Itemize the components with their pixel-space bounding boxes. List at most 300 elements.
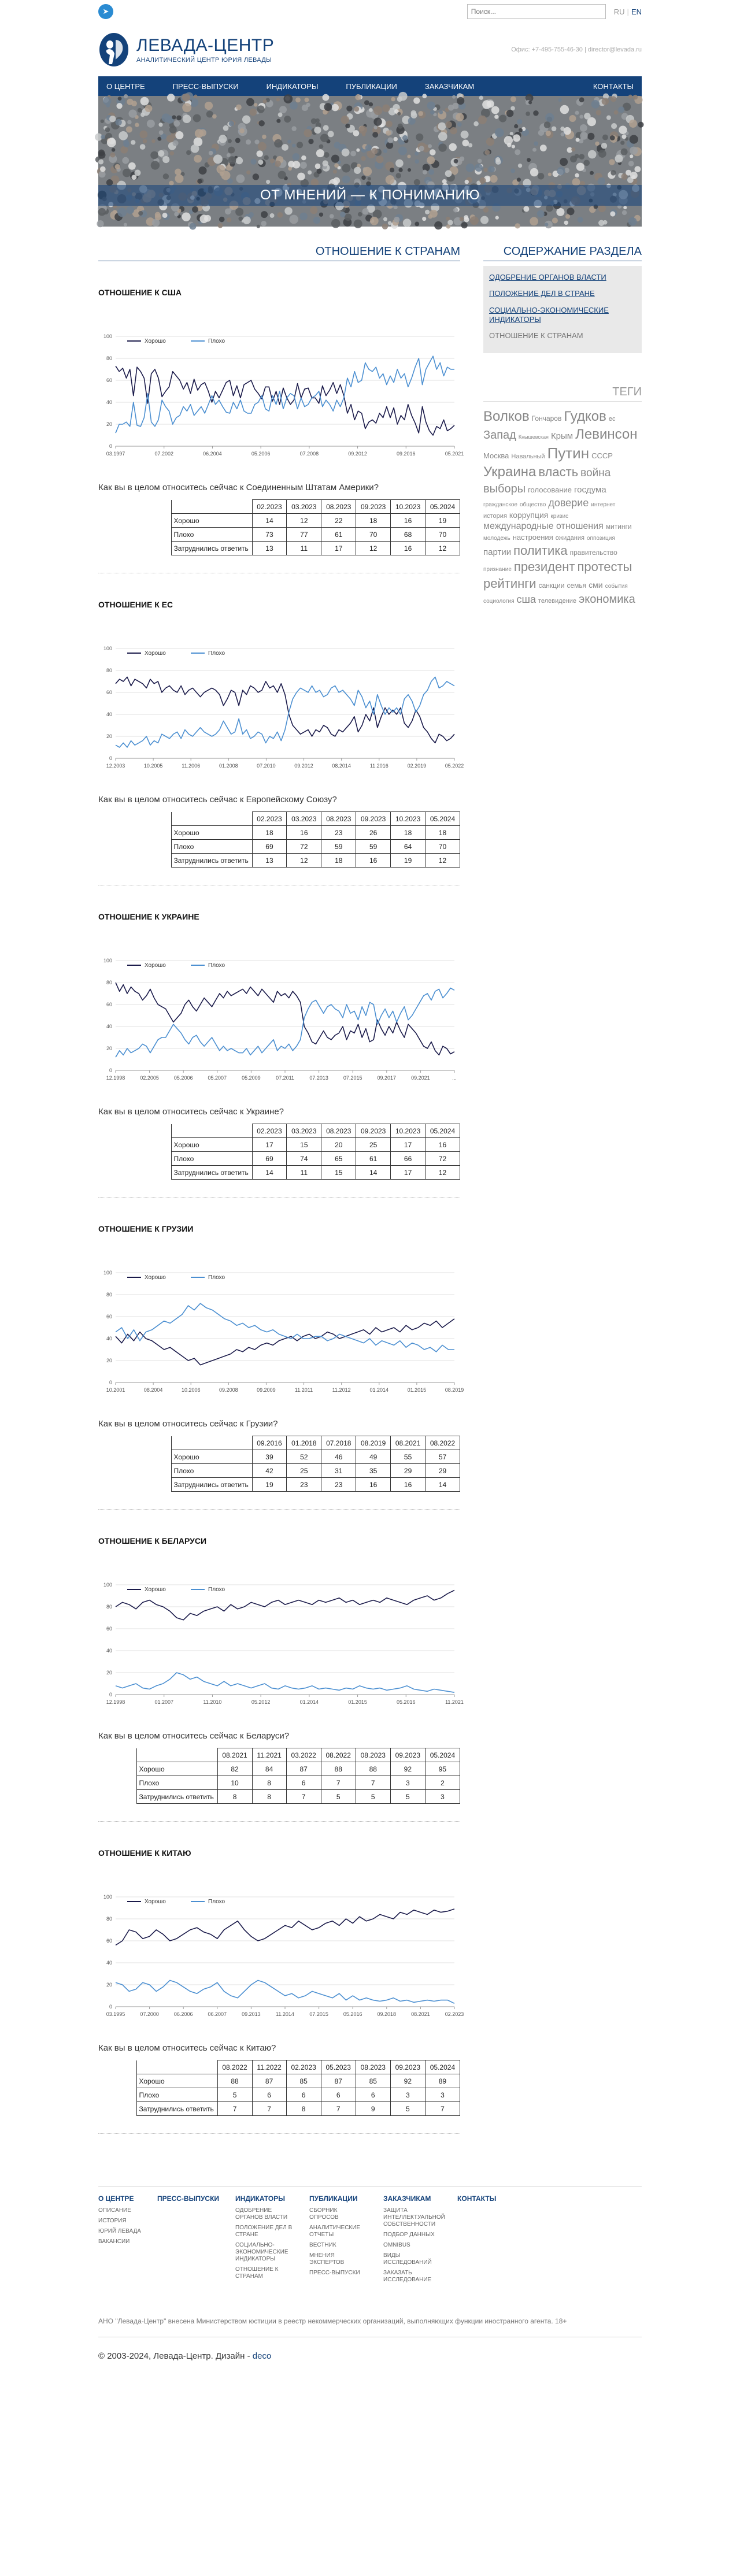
- tag-link[interactable]: оппозиция: [586, 535, 615, 542]
- x-tick-label: 05.2016: [343, 2011, 362, 2017]
- sidebar: [483, 245, 642, 2134]
- table-header: 05.2024: [426, 812, 460, 826]
- tag-link[interactable]: власть: [538, 465, 579, 480]
- table-row: [98, 1166, 460, 1180]
- y-tick-label: 100: [103, 1894, 112, 1900]
- table-cell: 16: [391, 1478, 426, 1492]
- x-tick-label: 06.2007: [208, 2011, 227, 2017]
- footer-link[interactable]: ЗАКАЗАТЬ ИССЛЕДОВАНИЕ: [383, 2270, 432, 2283]
- nav-about[interactable]: О ЦЕНТРЕ: [106, 81, 145, 91]
- x-tick-label: 05.2009: [242, 1075, 261, 1081]
- tag-link[interactable]: война: [580, 467, 611, 480]
- table-cell: 17: [391, 1166, 426, 1180]
- table-cell: 15: [321, 1166, 356, 1180]
- y-tick-label: 60: [106, 1626, 112, 1632]
- y-tick-label: 20: [106, 1358, 112, 1363]
- table-header: 09.2023: [356, 812, 391, 826]
- tag-link[interactable]: протесты: [577, 559, 632, 574]
- poll-table: [98, 1124, 460, 1180]
- table-cell: 6: [356, 2088, 390, 2102]
- tag-link[interactable]: доверие: [548, 496, 589, 509]
- designer-link[interactable]: deco: [252, 2351, 272, 2361]
- table-cell: 18: [252, 826, 287, 840]
- y-tick-label: 0: [109, 443, 112, 449]
- x-tick-label: 03.1995: [106, 2011, 125, 2017]
- x-tick-label: 01.2015: [407, 1387, 427, 1393]
- tag-link[interactable]: Москва: [483, 451, 509, 460]
- chart-title: ОТНОШЕНИЕ К ЕС: [98, 600, 173, 609]
- footer-heading[interactable]: КОНТАКТЫ: [457, 2195, 497, 2203]
- poll-table: [98, 499, 460, 555]
- tag-link[interactable]: ожидания: [555, 534, 584, 542]
- table-cell: 9: [356, 2102, 390, 2116]
- x-tick-label: 02.2005: [140, 1075, 159, 1081]
- series-line-bad: [116, 1980, 454, 2003]
- table-cell: 8: [217, 1790, 252, 1804]
- x-tick-label: 09.2016: [397, 451, 416, 457]
- table-cell: 70: [426, 528, 460, 542]
- tags-title: ТЕГИ: [483, 386, 642, 402]
- table-cell: 89: [425, 2074, 460, 2088]
- x-tick-label: 05.2016: [397, 1699, 416, 1705]
- lang-ru[interactable]: RU: [613, 7, 625, 16]
- tag-link[interactable]: правительство: [569, 548, 617, 557]
- table-cell: 14: [252, 514, 287, 528]
- y-tick-label: 80: [106, 980, 112, 985]
- table-header: 08.2022: [217, 2060, 252, 2074]
- table-cell: 19: [391, 854, 426, 868]
- chart-title: ОТНОШЕНИЕ К КИТАЮ: [98, 1848, 191, 1858]
- footer-link[interactable]: ИСТОРИЯ: [98, 2218, 127, 2224]
- y-tick-label: 40: [106, 711, 112, 717]
- table-cell: 5: [356, 1790, 390, 1804]
- x-tick-label: 08.2014: [332, 763, 351, 769]
- y-tick-label: 40: [106, 1960, 112, 1966]
- tag-link[interactable]: телевидение: [538, 598, 577, 605]
- tag-link[interactable]: партии: [483, 547, 512, 557]
- chart-block: [98, 288, 464, 573]
- y-tick-label: 20: [106, 1046, 112, 1051]
- footer: [98, 2186, 642, 2378]
- table-header: 08.2023: [321, 500, 356, 514]
- table-cell: 77: [287, 528, 321, 542]
- legend-bad-label: Плохо: [208, 1587, 225, 1593]
- tag-link[interactable]: Гончаров: [531, 414, 562, 423]
- table-cell: 3: [425, 1790, 460, 1804]
- footer-heading[interactable]: О ЦЕНТРЕ: [98, 2195, 134, 2203]
- table-row: [98, 1138, 460, 1152]
- footer-link[interactable]: ЮРИЙ ЛЕВАДА: [98, 2228, 141, 2234]
- poll-table: [98, 1436, 460, 1492]
- footer-column: [383, 2195, 445, 2287]
- table-cell: 49: [356, 1450, 391, 1464]
- footer-link[interactable]: ОПИСАНИЕ: [98, 2207, 131, 2214]
- search-input[interactable]: [467, 4, 606, 19]
- y-tick-label: 60: [106, 1314, 112, 1319]
- table-cell: 20: [321, 1138, 356, 1152]
- table-header: 02.2023: [252, 1124, 287, 1138]
- tag-link[interactable]: гражданское: [483, 501, 517, 508]
- table-header: 08.2022: [321, 1748, 356, 1762]
- footer-column: [157, 2195, 219, 2287]
- tag-link[interactable]: Запад: [483, 429, 516, 442]
- y-tick-label: 40: [106, 1024, 112, 1029]
- table-header: 02.2023: [252, 812, 287, 826]
- tag-link[interactable]: молодежь: [483, 535, 510, 542]
- table-cell: 17: [252, 1138, 287, 1152]
- table-row: [98, 514, 460, 528]
- y-tick-label: 20: [106, 1670, 112, 1676]
- series-line-bad: [116, 356, 454, 433]
- table-cell: 87: [321, 2074, 356, 2088]
- table-header: 09.2023: [390, 2060, 425, 2074]
- sidebar-item-approval[interactable]: ОДОБРЕНИЕ ОРГАНОВ ВЛАСТИ: [489, 273, 606, 281]
- y-tick-label: 20: [106, 733, 112, 739]
- table-cell: 5: [390, 2102, 425, 2116]
- tag-link[interactable]: семья: [567, 581, 587, 590]
- series-line-good: [116, 677, 454, 743]
- tag-link[interactable]: Украина: [483, 464, 536, 480]
- tag-link[interactable]: события: [605, 583, 628, 590]
- table-cell: 6: [286, 2088, 321, 2102]
- table-cell: 25: [287, 1464, 321, 1478]
- y-tick-label: 60: [106, 1938, 112, 1944]
- table-cell: 12: [356, 542, 391, 555]
- tag-link[interactable]: митинги: [605, 522, 632, 531]
- tag-link[interactable]: президент: [513, 559, 575, 574]
- x-tick-label: 07.2015: [343, 1075, 362, 1081]
- nav-clients[interactable]: ЗАКАЗЧИКАМ: [424, 81, 475, 91]
- table-cell: 17: [321, 542, 356, 555]
- table-cell: 6: [252, 2088, 286, 2102]
- table-cell: 72: [426, 1152, 460, 1166]
- y-tick-label: 60: [106, 690, 112, 695]
- tag-link[interactable]: Крым: [550, 431, 574, 442]
- row-label: Хорошо: [171, 1450, 252, 1464]
- row-label: Хорошо: [136, 1762, 217, 1776]
- x-tick-label: 06.2006: [173, 2011, 193, 2017]
- y-tick-label: 0: [109, 2004, 112, 2010]
- tag-link[interactable]: Путин: [547, 444, 590, 462]
- y-tick-label: 60: [106, 377, 112, 383]
- table-header: 10.2023: [391, 812, 426, 826]
- table-row: [98, 840, 460, 854]
- series-line-good: [116, 1591, 454, 1620]
- row-label: Хорошо: [171, 1138, 252, 1152]
- table-cell: 92: [390, 2074, 425, 2088]
- table-cell: 12: [287, 854, 321, 868]
- telegram-icon[interactable]: ➤: [98, 4, 113, 19]
- table-cell: 65: [321, 1152, 356, 1166]
- row-label: Плохо: [136, 2088, 217, 2102]
- table-cell: 29: [426, 1464, 460, 1478]
- table-row: [98, 826, 460, 840]
- tag-link[interactable]: общество: [520, 501, 546, 508]
- footer-link[interactable]: ВАКАНСИИ: [98, 2238, 130, 2245]
- lang-en[interactable]: EN: [631, 7, 642, 16]
- nav-press[interactable]: ПРЕСС-ВЫПУСКИ: [172, 81, 239, 91]
- footer-link[interactable]: СБОРНИК ОПРОСОВ: [309, 2207, 339, 2221]
- tag-link[interactable]: настроения: [512, 532, 553, 542]
- table-cell: 52: [287, 1450, 321, 1464]
- row-label: Плохо: [171, 1464, 252, 1478]
- table-cell: 31: [321, 1464, 356, 1478]
- table-header: 08.2021: [217, 1748, 252, 1762]
- top-bar: [98, 0, 642, 23]
- tag-link[interactable]: Левинсон: [575, 427, 638, 443]
- tag-link[interactable]: санкции: [538, 581, 565, 590]
- table-header: 02.2023: [252, 500, 287, 514]
- footer-link[interactable]: ВЕСТНИК: [309, 2242, 336, 2248]
- table-cell: 12: [426, 854, 460, 868]
- row-label: Затруднились ответить: [136, 2102, 217, 2116]
- crowd-image: [98, 96, 642, 227]
- footer-link[interactable]: ПОДБОР ДАННЫХ: [383, 2232, 435, 2238]
- footer-link[interactable]: ПРЕСС-ВЫПУСКИ: [309, 2270, 360, 2276]
- table-header: 09.2016: [252, 1436, 287, 1450]
- tag-link[interactable]: сми: [589, 580, 603, 590]
- x-tick-label: 05.2006: [251, 451, 271, 457]
- table-cell: 95: [425, 1762, 460, 1776]
- table-cell: 6: [321, 2088, 356, 2102]
- x-tick-label: 09.2013: [242, 2011, 261, 2017]
- x-tick-label: 07.2000: [140, 2011, 159, 2017]
- sidebar-item-situation[interactable]: ПОЛОЖЕНИЕ ДЕЛ В СТРАНЕ: [489, 289, 595, 298]
- table-header: 02.2023: [286, 2060, 321, 2074]
- tag-link[interactable]: международные отношения: [483, 521, 604, 531]
- x-tick-label: 07.2010: [257, 763, 276, 769]
- table-cell: 7: [321, 2102, 356, 2116]
- tag-link[interactable]: признание: [483, 566, 512, 573]
- y-tick-label: 80: [106, 1604, 112, 1610]
- table-header: 05.2023: [321, 2060, 356, 2074]
- table-cell: 16: [391, 514, 426, 528]
- y-tick-label: 0: [109, 1068, 112, 1073]
- sidebar-item-countries[interactable]: ОТНОШЕНИЕ К СТРАНАМ: [489, 331, 583, 340]
- line-chart: [98, 1576, 464, 1710]
- table-cell: 12: [426, 542, 460, 555]
- nav-publications[interactable]: ПУБЛИКАЦИИ: [346, 81, 397, 91]
- chart-block: [98, 912, 460, 1198]
- x-tick-label: 12.1998: [106, 1699, 125, 1705]
- footer-heading[interactable]: ПРЕСС-ВЫПУСКИ: [157, 2195, 220, 2203]
- tag-link[interactable]: госдума: [574, 484, 606, 495]
- table-row: [98, 2088, 460, 2102]
- series-line-bad: [116, 988, 454, 1058]
- table-cell: 14: [252, 1166, 287, 1180]
- table-header: 08.2023: [321, 1124, 356, 1138]
- table-cell: 46: [321, 1450, 356, 1464]
- table-cell: 69: [252, 840, 287, 854]
- poll-question: Как вы в целом относитесь сейчас к Европейскому Союзу?: [98, 795, 337, 805]
- divider: [98, 1509, 460, 1510]
- table-cell: 59: [321, 840, 356, 854]
- x-tick-label: 05.2021: [445, 451, 464, 457]
- footer-link[interactable]: ПОЛОЖЕНИЕ ДЕЛ В СТРАНЕ: [235, 2225, 293, 2238]
- footer-link[interactable]: МНЕНИЯ ЭКСПЕРТОВ: [309, 2252, 345, 2266]
- chart-block: [98, 1224, 464, 1510]
- tag-link[interactable]: коррупция: [509, 510, 549, 520]
- x-tick-label: 11.2012: [332, 1387, 351, 1393]
- tag-link[interactable]: Кнышевская: [518, 434, 549, 440]
- table-cell: 82: [217, 1762, 252, 1776]
- table-cell: 7: [252, 2102, 286, 2116]
- x-tick-label: 11.2006: [182, 763, 201, 769]
- table-cell: 92: [390, 1762, 425, 1776]
- y-tick-label: 80: [106, 355, 112, 361]
- table-header: 09.2023: [356, 1124, 391, 1138]
- footer-heading[interactable]: ИНДИКАТОРЫ: [235, 2195, 286, 2203]
- sidebar-menu: [483, 266, 642, 353]
- table-header: 07.2018: [321, 1436, 356, 1450]
- x-tick-label: 07.2011: [276, 1075, 294, 1081]
- table-header: 11.2021: [252, 1748, 286, 1762]
- x-tick-label: 09.2018: [377, 2011, 397, 2017]
- poll-table: [98, 811, 460, 868]
- table-header: 09.2023: [390, 1748, 425, 1762]
- table-header: 09.2023: [356, 500, 391, 514]
- x-tick-label: 01.2007: [154, 1699, 173, 1705]
- x-tick-label: 07.2008: [299, 451, 319, 457]
- table-cell: 68: [391, 528, 426, 542]
- table-header: 03.2023: [287, 500, 321, 514]
- x-tick-label: 07.2013: [309, 1075, 328, 1081]
- table-row: [98, 1478, 460, 1492]
- banner: [98, 96, 642, 227]
- table-header: 08.2023: [356, 2060, 390, 2074]
- y-tick-label: 60: [106, 1002, 112, 1007]
- nav-indicators[interactable]: ИНДИКАТОРЫ: [266, 81, 319, 91]
- table-cell: 70: [356, 528, 391, 542]
- table-header: 08.2019: [356, 1436, 391, 1450]
- series-line-good: [116, 1319, 454, 1365]
- tag-link[interactable]: интернет: [591, 501, 616, 508]
- tag-link[interactable]: сша: [516, 594, 536, 606]
- tag-link[interactable]: социология: [483, 598, 515, 605]
- table-cell: 2: [425, 1776, 460, 1790]
- footer-heading[interactable]: ЗАКАЗЧИКАМ: [383, 2195, 431, 2203]
- footer-link[interactable]: АНАЛИТИЧЕСКИЕ ОТЧЕТЫ: [309, 2225, 361, 2238]
- tag-link[interactable]: выборы: [483, 482, 526, 495]
- table-cell: 3: [425, 2088, 460, 2102]
- tag-link[interactable]: ес: [608, 416, 616, 423]
- y-tick-label: 0: [109, 1692, 112, 1697]
- legend-good-label: Хорошо: [145, 338, 166, 344]
- chart-title: ОТНОШЕНИЕ К БЕЛАРУСИ: [98, 1536, 207, 1545]
- table-cell: 5: [217, 2088, 252, 2102]
- line-chart: [98, 1888, 464, 2022]
- table-cell: 7: [217, 2102, 252, 2116]
- poll-question: Как вы в целом относитесь сейчас к Беларуси?: [98, 1731, 290, 1741]
- table-cell: 72: [287, 840, 321, 854]
- table-cell: 11: [287, 1166, 321, 1180]
- tag-link[interactable]: политика: [513, 543, 568, 558]
- table-row: [98, 1450, 460, 1464]
- chart-title: ОТНОШЕНИЕ К УКРАИНЕ: [98, 912, 199, 921]
- table-row: [98, 542, 460, 555]
- tag-link[interactable]: СССР: [591, 451, 613, 460]
- nav-contacts[interactable]: КОНТАКТЫ: [593, 81, 634, 91]
- table-header: 05.2024: [425, 1748, 460, 1762]
- footer-link[interactable]: ЗАЩИТА ИНТЕЛЛЕКТУАЛЬНОЙ СОБСТВЕННОСТИ: [383, 2207, 445, 2227]
- table-cell: 15: [287, 1138, 321, 1152]
- x-tick-label: 10.2006: [181, 1387, 201, 1393]
- table-cell: 74: [287, 1152, 321, 1166]
- banner-slogan: ОТ МНЕНИЙ — К ПОНИМАНИЮ: [98, 185, 642, 206]
- tag-link[interactable]: голосование: [528, 485, 572, 494]
- x-tick-label: 08.2021: [411, 2011, 430, 2017]
- legend-good-label: Хорошо: [145, 650, 166, 657]
- tag-link[interactable]: рейтинги: [483, 576, 536, 591]
- table-cell: 69: [252, 1152, 287, 1166]
- x-tick-label: 12.2003: [106, 763, 125, 769]
- row-label: Плохо: [171, 840, 252, 854]
- y-tick-label: 80: [106, 1292, 112, 1298]
- table-cell: 3: [390, 1776, 425, 1790]
- table-cell: 87: [252, 2074, 286, 2088]
- footer-heading[interactable]: ПУБЛИКАЦИИ: [309, 2195, 358, 2203]
- line-chart: [98, 327, 464, 461]
- tag-link[interactable]: Гудков: [564, 409, 606, 425]
- tag-link[interactable]: Волков: [483, 409, 530, 425]
- x-tick-label: 02.2019: [407, 763, 427, 769]
- footer-link[interactable]: ОДОБРЕНИЕ ОРГАНОВ ВЛАСТИ: [235, 2207, 288, 2221]
- page: [98, 0, 642, 2378]
- table-cell: 7: [321, 1776, 356, 1790]
- poll-table: [98, 2060, 460, 2116]
- tag-link[interactable]: экономика: [579, 593, 635, 606]
- y-tick-label: 100: [103, 1582, 112, 1588]
- y-tick-label: 20: [106, 421, 112, 427]
- x-tick-label: 03.1997: [106, 451, 125, 457]
- table-cell: 57: [426, 1450, 460, 1464]
- poll-question: Как вы в целом относитесь сейчас к Грузии?: [98, 1419, 278, 1429]
- y-tick-label: 100: [103, 646, 112, 651]
- row-label: Хорошо: [171, 514, 252, 528]
- divider: [98, 1821, 460, 1822]
- tag-link[interactable]: кризис: [550, 513, 569, 520]
- footer-column: [309, 2195, 367, 2287]
- logo[interactable]: [98, 32, 274, 68]
- table-cell: 16: [426, 1138, 460, 1152]
- divider: [98, 2133, 460, 2134]
- legend-bad-label: Плохо: [208, 962, 225, 969]
- table-cell: 8: [252, 1776, 286, 1790]
- footer-link[interactable]: ВИДЫ ИССЛЕДОВАНИЙ: [383, 2252, 432, 2266]
- row-label: Плохо: [171, 1152, 252, 1166]
- footer-link[interactable]: ОТНОШЕНИЕ К СТРАНАМ: [235, 2266, 279, 2280]
- table-cell: 7: [425, 2102, 460, 2116]
- table-cell: 39: [252, 1450, 287, 1464]
- table-header: 08.2023: [321, 812, 356, 826]
- sidebar-item-socio-economic[interactable]: СОЦИАЛЬНО-ЭКОНОМИЧЕСКИЕ ИНДИКАТОРЫ: [489, 305, 609, 324]
- table-row: [98, 2102, 460, 2116]
- footer-column: [98, 2195, 141, 2287]
- footer-link[interactable]: СОЦИАЛЬНО-ЭКОНОМИЧЕСКИЕ ИНДИКАТОРЫ: [235, 2242, 288, 2262]
- table-cell: 66: [391, 1152, 426, 1166]
- tag-link[interactable]: Навальный: [511, 453, 545, 460]
- legend-bad-label: Плохо: [208, 650, 225, 657]
- x-tick-label: 09.2021: [411, 1075, 430, 1081]
- table-row: [98, 1790, 460, 1804]
- x-tick-label: 10.2005: [143, 763, 163, 769]
- footer-link[interactable]: OMNIBUS: [383, 2242, 410, 2248]
- tag-link[interactable]: история: [483, 513, 507, 520]
- logo-icon: [98, 32, 130, 68]
- footer-note: АНО "Левада-Центр" внесена Министерством юстиции в реестр некоммерческих организаций, выполняющих функции иностранного агента. 18+: [98, 2317, 642, 2337]
- row-label: Хорошо: [136, 2074, 217, 2088]
- table-cell: 13: [252, 854, 287, 868]
